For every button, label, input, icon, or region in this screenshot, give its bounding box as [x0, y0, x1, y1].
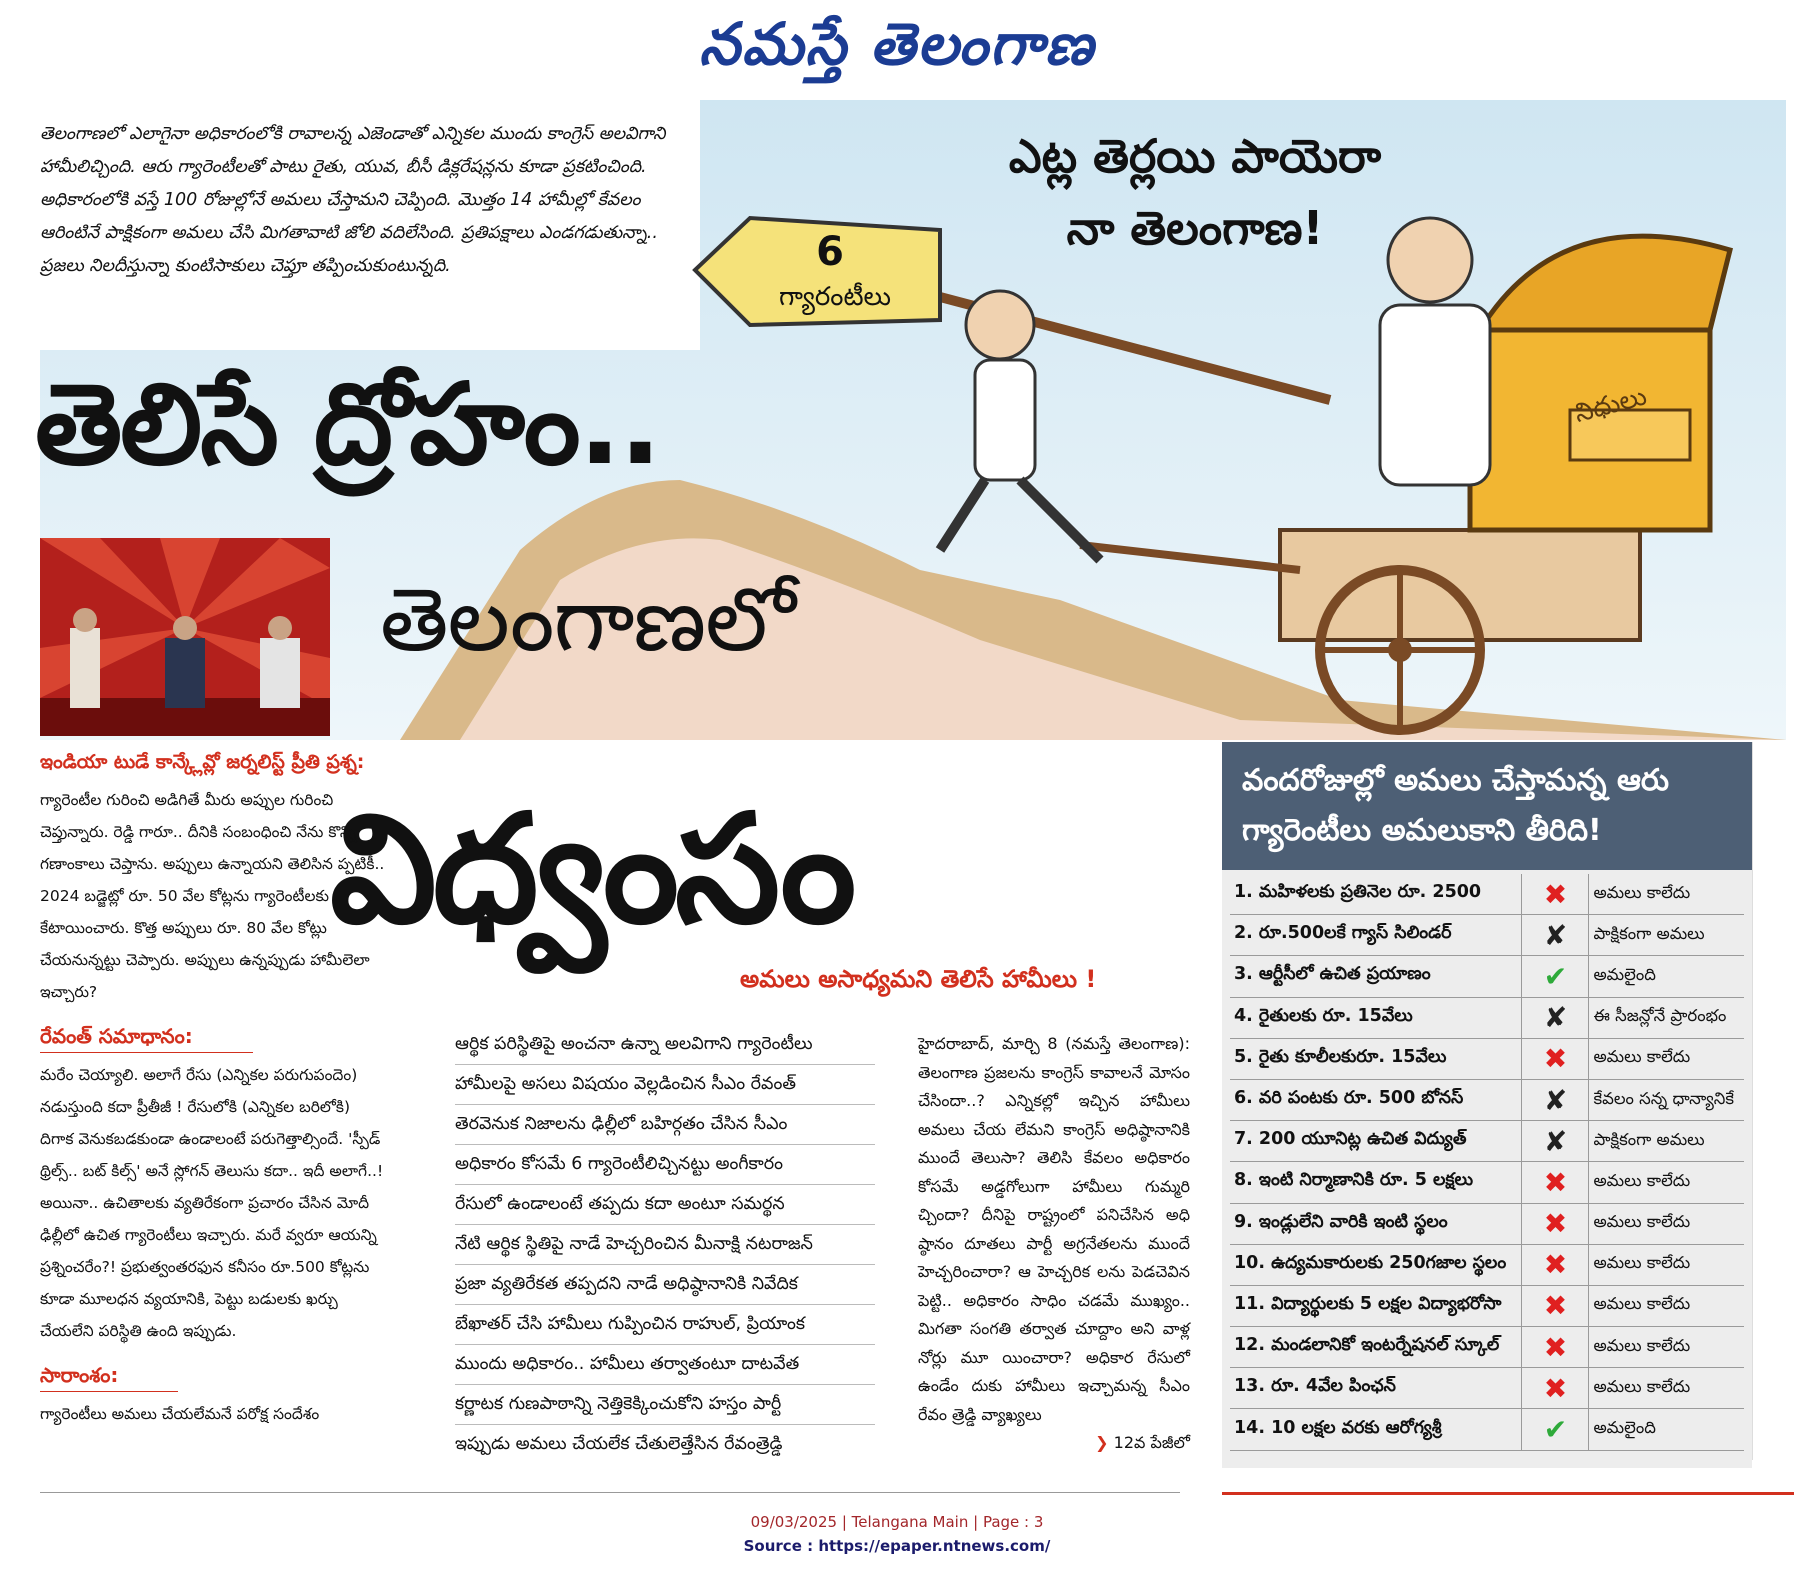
intro-paragraph: తెలంగాణలో ఎలాగైనా అధికారంలోకి రావాలన్న ఎజెండాతో ఎన్నికల ముందు కాంగ్రెస్ అలవిగాని హామీలిచ్చింది. ఆరు గ్యారెంటీలతో పాటు రైతు, యువ, బీసీ డిక్లరేషన్లను కూడా ప్రకటించింది. అధికారంలోకి వస్తే 100 రోజుల్లోనే అమలు చేస్తామని చెప్పింది. మొత్తం 14 హామీల్లో కేవలం ఆరింటినే పాక్షికంగా అమలు చేసి మిగతావాటి జోలి వదిలేసింది. ప్రతిపక్షాలు ఎండగడుతున్నా.. ప్రజలు నిలదీస్తున్నా కుంటిసాకులు చెప్తూ తప్పించుకుంటున్నది.	[40, 124, 666, 276]
promise-row	[1230, 1409, 1744, 1450]
cartoon-caption-line2: నా తెలంగాణ!	[1066, 201, 1324, 255]
guarantees-sign	[690, 210, 950, 330]
promise-status: అమలు కాలేదు	[1589, 874, 1744, 915]
promise-status: అమలు కాలేదు	[1589, 1038, 1744, 1079]
promise-status: కేవలం సన్న ధాన్యానికే	[1589, 1079, 1744, 1120]
highlight-line: అధికారం కోసమే 6 గ్యారెంటీలిచ్చినట్టు అంగీకారం	[455, 1145, 875, 1185]
footer-edition: 09/03/2025 | Telangana Main | Page : 3	[750, 1513, 1044, 1531]
interview-kicker: ఇండియా టుడే కాన్క్లేవ్లో జర్నలిస్ట్ ప్రీతి ప్రశ్న:	[40, 751, 365, 773]
cross-icon: ✖	[1522, 1368, 1589, 1409]
promise-row	[1230, 1368, 1744, 1409]
promise-row	[1230, 1079, 1744, 1120]
promise-row	[1230, 1285, 1744, 1326]
highlight-line: ప్రజా వ్యతిరేకత తప్పదని నాడే అధిష్ఠానానికి నివేదిక	[455, 1265, 875, 1305]
promise-status: అమలైంది	[1589, 1409, 1744, 1450]
bottom-accent-line	[1222, 1492, 1794, 1495]
interview-question: గ్యారెంటీల గురించి అడిగితే మీరు అప్పుల గురించి చెప్తున్నారు. రెడ్డి గారూ.. దీనికి సంబంధించి నేను కొన్ని గణాంకాలు చెప్తాను. అప్పులు ఉన్నాయని తెలిసిన ప్పటికీ.. 2024 బడ్జెట్లో రూ. 50 వేల కోట్లను గ్యారెంటీలకు కేటాయించారు. కొత్త అప్పులు రూ. 80 వేల కోట్లు చేయనున్నట్టు చెప్పారు. అప్పులు ఉన్నప్పుడు హామీలెలా ఇచ్చారు?	[40, 791, 385, 1001]
promise-row	[1230, 1244, 1744, 1285]
headline-primary: తెలిసే ద్రోహం..	[35, 360, 660, 490]
promise-text: 7. 200 యూనిట్ల ఉచిత విద్యుత్	[1230, 1121, 1522, 1162]
promise-text: 3. ఆర్టీసీలో ఉచిత ప్రయాణం	[1230, 956, 1522, 997]
promise-row	[1230, 1162, 1744, 1203]
cross-icon: ✖	[1522, 1327, 1589, 1368]
promise-status: అమలు కాలేదు	[1589, 1203, 1744, 1244]
headline-main: విధ్వంసం	[330, 783, 853, 957]
promise-status: అమలు కాలేదు	[1589, 1285, 1744, 1326]
promise-text: 1. మహిళలకు ప్రతినెల రూ. 2500	[1230, 874, 1522, 915]
partial-cross-icon: ✘	[1522, 915, 1589, 956]
promises-box-title: వందరోజుల్లో అమలు చేస్తామన్న ఆరు గ్యారెంటీలు అమలుకాని తీరిది!	[1222, 742, 1752, 870]
highlight-line: ముందు అధికారం.. హామీలు తర్వాతంటూ దాటవేత	[455, 1345, 875, 1385]
check-icon: ✔	[1522, 956, 1589, 997]
chest-label: నిధులు	[1571, 381, 1650, 430]
promise-text: 4. రైతులకు రూ. 15వేలు	[1230, 997, 1522, 1038]
sign-text: గ్యారంటీలు	[779, 282, 891, 312]
promise-status: పాక్షికంగా అమలు	[1589, 915, 1744, 956]
headline-secondary: తెలంగాణలో	[380, 568, 795, 671]
highlight-line: నేటి ఆర్థిక స్థితిపై నాడే హెచ్చరించిన మీనాక్షి నటరాజన్	[455, 1225, 875, 1265]
interview-column	[40, 748, 385, 1430]
promise-row	[1230, 1203, 1744, 1244]
cartoon-caption	[960, 120, 1430, 264]
highlight-line: ఆర్థిక పరిస్థితిపై అంచనా ఉన్నా అలవిగాని గ్యారెంటీలు	[455, 1025, 875, 1065]
masthead-logo: నమస్తే తెలంగాణ	[699, 10, 1095, 78]
highlight-line: కర్ణాటక గుణపాఠాన్ని నెత్తికెక్కించుకోని హస్తం పార్టీ	[455, 1385, 875, 1425]
promise-row	[1230, 1121, 1744, 1162]
promises-table-wrap	[1222, 870, 1752, 1468]
highlight-line: బేఖాతర్ చేసి హామీలు గుప్పించిన రాహుల్, ప్రియాంక	[455, 1305, 875, 1345]
continued-link[interactable]: 12వ పేజీలో	[1113, 1433, 1190, 1452]
conclave-photo	[40, 538, 330, 736]
check-icon: ✔	[1522, 1409, 1589, 1450]
summary-heading: సారాంశం:	[40, 1359, 178, 1392]
promise-text: 10. ఉద్యమకారులకు 250గజాల స్థలం	[1230, 1244, 1522, 1285]
promise-status: అమలు కాలేదు	[1589, 1327, 1744, 1368]
partial-cross-icon: ✘	[1522, 997, 1589, 1038]
cross-icon: ✖	[1522, 1038, 1589, 1079]
interview-answer: మరేం చెయ్యాలి. అలాగే రేసు (ఎన్నికల పరుగుపందెం) నడుస్తుంది కదా ప్రీతీజీ ! రేసులోకి (ఎన్నికల బరిలోకి) దిగాక వెనుకబడకుండా ఉండాలంటే పరుగెత్తాల్సిందే. 'స్పీడ్ థ్రిల్స్.. బట్ కిల్స్' అనే స్లోగన్ తెలుసు కదా.. ఇదీ అలాగే..! అయినా.. ఉచితాలకు వ్యతిరేకంగా ప్రచారం చేసిన మోదీ ఢిల్లీలో ఉచిత గ్యారెంటీలు ఇచ్చారు. మరే వ్వరూ ఆయన్ని ప్రశ్నించరేం?! ప్రభుత్వంతరఫున కనీసం రూ.500 కోట్లను కూడా మూలధన వ్యయానికి, పెట్టు బడులకు ఖర్చు చేయలేని పరిస్థితి ఉంది ఇప్పుడు.	[40, 1066, 384, 1340]
highlight-line: హామీలపై అసలు విషయం వెల్లడించిన సీఎం రేవంత్	[455, 1065, 875, 1105]
article-body: హైదరాబాద్, మార్చి 8 (నమస్తే తెలంగాణ): తెలంగాణ ప్రజలను కాంగ్రెస్ కావాలనే మోసం చేసిందా..? ఎన్నికల్లో ఇచ్చిన హామీలు అమలు చేయ లేమని కాంగ్రెస్ అధిష్ఠానానికి ముందే తెలుసా? తెలిసి కేవలం అధికారం కోసమే అడ్డగోలుగా హామీలు గుమ్మరి చ్చిందా? దీనిపై రాష్ట్రంలో పనిచేసిన అధి ష్ఠానం దూతలు పార్టీ అగ్రనేతలను ముందే హెచ్చరించారా? ఆ హెచ్చరిక లను పెడచెవిన పెట్టి.. అధికారం సాధిం చడమే ముఖ్యం.. మిగతా సంగతి తర్వాత చూద్దాం అని వాళ్ల నోర్లు మూ యించారా? అధికార రేసులో ఉండేం దుకు హామీలు ఇచ్చామన్న సీఎం రేవం త్రెడ్డి వ్యాఖ్యలు ❯ 12వ పేజీలో	[918, 1034, 1190, 1452]
promise-status: అమలు కాలేదు	[1589, 1244, 1744, 1285]
highlights-column	[455, 1025, 875, 1464]
partial-cross-icon: ✘	[1522, 1121, 1589, 1162]
interview-summary: గ్యారెంటీలు అమలు చేయలేమనే పరోక్ష సందేశం	[40, 1405, 320, 1423]
promise-text: 6. వరి పంటకు రూ. 500 బోనస్	[1230, 1079, 1522, 1120]
cross-icon: ✖	[1522, 1285, 1589, 1326]
highlight-line: తెరవెనుక నిజాలను ఢిల్లీలో బహిర్గతం చేసిన సీఎం	[455, 1105, 875, 1145]
promise-text: 9. ఇండ్లులేని వారికి ఇంటి స్థలం	[1230, 1203, 1522, 1244]
promise-text: 8. ఇంటి నిర్మాణానికి రూ. 5 లక్షలు	[1230, 1162, 1522, 1203]
promise-status: అమలైంది	[1589, 956, 1744, 997]
promise-row	[1230, 997, 1744, 1038]
footer-source: Source : https://epaper.ntnews.com/	[743, 1537, 1051, 1555]
cross-icon: ✖	[1522, 1203, 1589, 1244]
highlight-line: రేసులో ఉండాలంటే తప్పదు కదా అంటూ సమర్థన	[455, 1185, 875, 1225]
promise-text: 13. రూ. 4వేల పింఛన్	[1230, 1368, 1522, 1409]
promise-row	[1230, 915, 1744, 956]
cross-icon: ✖	[1522, 1162, 1589, 1203]
promise-text: 2. రూ.500లకే గ్యాస్ సిలిండర్	[1230, 915, 1522, 956]
promise-status: అమలు కాలేదు	[1589, 1368, 1744, 1409]
promise-status: అమలు కాలేదు	[1589, 1162, 1744, 1203]
promise-row	[1230, 874, 1744, 915]
promise-text: 14. 10 లక్షల వరకు ఆరోగ్యశ్రీ	[1230, 1409, 1522, 1450]
promises-table	[1230, 874, 1744, 1451]
promises-box	[1222, 742, 1753, 1460]
answer-heading: రేవంత్ సమాధానం:	[40, 1020, 253, 1053]
cross-icon: ✖	[1522, 874, 1589, 915]
promise-text: 11. విద్యార్థులకు 5 లక్షల విద్యాభరోసా	[1230, 1285, 1522, 1326]
promise-text: 12. మండలానికో ఇంటర్నేషనల్ స్కూల్	[1230, 1327, 1522, 1368]
bottom-divider	[40, 1492, 1180, 1493]
partial-cross-icon: ✘	[1522, 1079, 1589, 1120]
cross-icon: ✖	[1522, 1244, 1589, 1285]
continued-arrow-icon: ❯	[1095, 1433, 1109, 1452]
promise-row	[1230, 1038, 1744, 1079]
promise-text: 5. రైతు కూలీలకురూ. 15వేలు	[1230, 1038, 1522, 1079]
sign-number: 6	[816, 229, 844, 275]
promise-status: ఈ సీజన్లోనే ప్రారంభం	[1589, 997, 1744, 1038]
promise-row	[1230, 1327, 1744, 1368]
promise-status: పాక్షికంగా అమలు	[1589, 1121, 1744, 1162]
promise-row	[1230, 956, 1744, 997]
headline-subtitle: అమలు అసాధ్యమని తెలిసే హామీలు !	[740, 965, 1097, 993]
cartoon-caption-line1: ఎట్ల తెర్లయి పాయెరా	[1008, 129, 1382, 183]
highlight-line: ఇప్పుడు అమలు చేయలేక చేతులెత్తేసిన రేవంత్రెడ్డి	[455, 1434, 783, 1454]
